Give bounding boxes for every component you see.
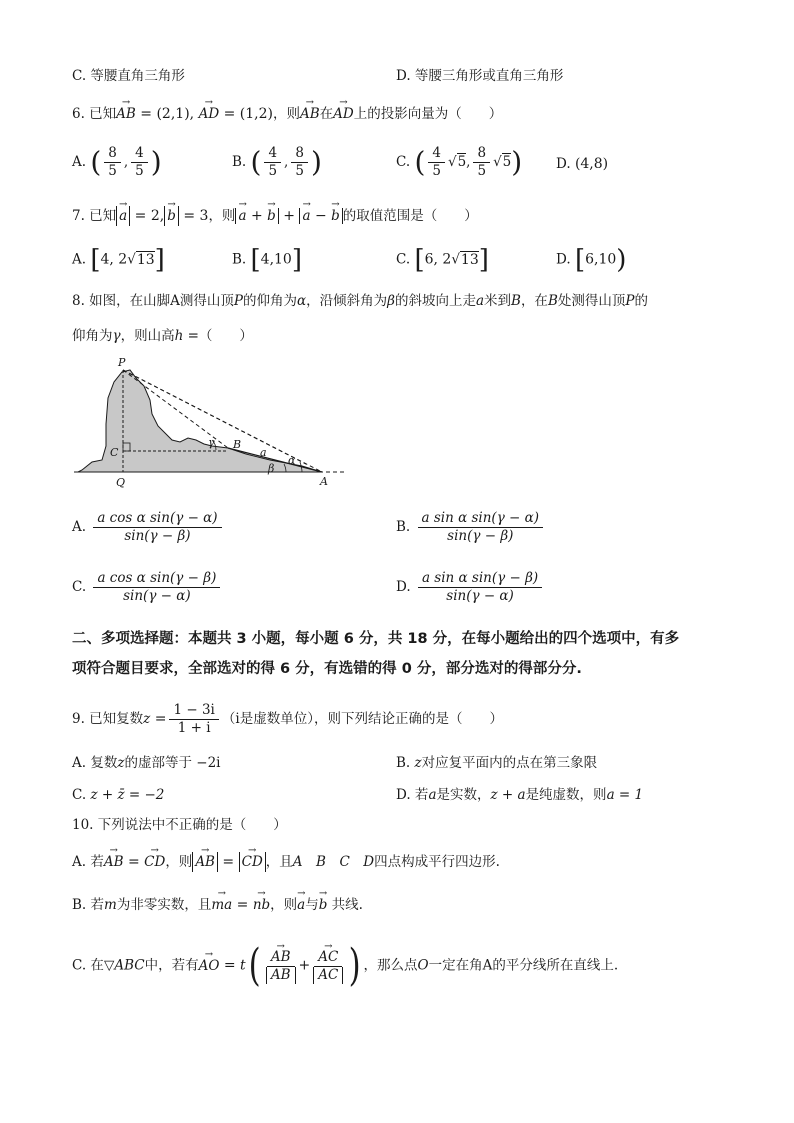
option-math: a = 1 bbox=[606, 787, 644, 803]
q9-lead: 9. 已知复数 bbox=[72, 711, 144, 727]
denominator: 1 + i bbox=[177, 720, 211, 736]
label-a: A bbox=[320, 475, 328, 488]
height-h: h bbox=[174, 328, 184, 344]
option-text: ，则 bbox=[270, 897, 298, 913]
option-value: 6,10 bbox=[585, 251, 617, 268]
option-label: C. bbox=[396, 154, 411, 170]
angle-beta: β bbox=[387, 293, 395, 309]
vector-ad: → AD bbox=[333, 104, 354, 124]
numerator: 8 bbox=[291, 145, 308, 163]
label-p: P bbox=[118, 356, 126, 369]
option-value: 4,10 bbox=[260, 251, 292, 268]
option-label: D. 若 bbox=[396, 787, 429, 803]
section-2-heading-line2: 项符合题目要求，全部选对的得 6 分，有选错的得 0 分，部分选对的得部分分. bbox=[72, 661, 582, 677]
q7-text: 的取值范围是（ ） bbox=[342, 208, 478, 224]
q8-text: 的 bbox=[634, 293, 648, 309]
vector-b: → b bbox=[331, 206, 340, 226]
q9-stem bbox=[72, 702, 503, 737]
q7-text: + bbox=[246, 208, 268, 224]
radicand: 5 bbox=[502, 154, 512, 170]
option-label: D. bbox=[556, 156, 571, 172]
option-label: D. bbox=[396, 579, 411, 595]
option-label: B. bbox=[396, 519, 411, 535]
label-beta: β bbox=[268, 462, 275, 475]
q6-text: 上的投影向量为（ ） bbox=[353, 106, 503, 122]
option-label: B. bbox=[232, 154, 247, 170]
vector-a: → a bbox=[297, 895, 305, 915]
radicand: 13 bbox=[136, 251, 155, 268]
option-label: A. bbox=[72, 519, 87, 535]
vector-ab-value: = (2,1), bbox=[135, 106, 199, 122]
var-z: z bbox=[117, 755, 125, 771]
numerator: 4 bbox=[428, 145, 445, 163]
option-value: 6, 2 bbox=[424, 251, 452, 268]
point-p: P bbox=[625, 293, 635, 309]
numerator: a cos α sin(γ − β) bbox=[93, 570, 220, 588]
denominator: sin(γ − α) bbox=[123, 588, 191, 604]
vector-ac: → AC bbox=[314, 949, 342, 967]
q6-stem bbox=[72, 104, 502, 124]
option-text: 一定在角A的平分线所在直线上. bbox=[428, 957, 619, 974]
denominator: 5 bbox=[268, 163, 278, 179]
label-a-length: a bbox=[260, 446, 267, 459]
q10-stem: 10. 下列说法中不正确的是（ ） bbox=[72, 817, 287, 833]
label-q: Q bbox=[116, 476, 126, 489]
q9-option-c bbox=[72, 785, 164, 805]
vector-cd-magnitude: → CD bbox=[239, 852, 266, 872]
vector-a: → a bbox=[302, 206, 310, 226]
vector-b-magnitude: → b bbox=[164, 206, 179, 226]
option-math: z + z̄ = −2 bbox=[90, 787, 165, 803]
option-text: 与 bbox=[305, 897, 319, 913]
vector-ac-magnitude: AC bbox=[313, 967, 343, 984]
q6-text: 在 bbox=[319, 106, 334, 122]
q6-option-c: C. ( $\frac{4}{5}$ √5, $\frac{8}{5}$ √5) bbox=[396, 145, 523, 179]
q5-option-c: C. 等腰直角三角形 bbox=[72, 68, 185, 84]
q8-option-b bbox=[396, 510, 546, 545]
q8-stem-line2 bbox=[72, 326, 253, 346]
option-math: z + a bbox=[490, 787, 526, 803]
vector-ab-magnitude: AB bbox=[266, 967, 296, 984]
option-text: 是纯虚数，则 bbox=[525, 787, 607, 803]
point-b: B bbox=[511, 293, 521, 309]
angle-gamma: γ bbox=[112, 328, 121, 344]
vector-ab: → AB bbox=[116, 104, 136, 124]
q8-text: 米到 bbox=[484, 293, 512, 309]
q8-text: =（ ） bbox=[183, 328, 253, 344]
numerator: a sin α sin(γ − α) bbox=[418, 510, 544, 528]
option-text: = bbox=[232, 897, 253, 913]
denominator: sin(γ − α) bbox=[446, 588, 514, 604]
q8-text: 仰角为 bbox=[72, 328, 113, 344]
numerator: a cos α sin(γ − α) bbox=[93, 510, 221, 528]
q7-text: = 3 bbox=[178, 208, 209, 224]
q7-text: = 2, bbox=[130, 208, 165, 224]
numerator: 8 bbox=[104, 145, 121, 163]
q8-text: 8. 如图，在山脚A测得山顶 bbox=[72, 293, 234, 309]
vector-ab-magnitude: → AB bbox=[192, 852, 218, 872]
points-abcd: A B C D bbox=[292, 854, 375, 870]
denominator: sin(γ − β) bbox=[447, 528, 514, 544]
q6-option-b: B. ( $\frac{4}{5}$ , $\frac{8}{5}$ ) bbox=[232, 145, 322, 179]
q8-stem-line1 bbox=[72, 291, 648, 311]
radicand: 13 bbox=[460, 251, 479, 268]
option-text: 四点构成平行四边形. bbox=[374, 854, 500, 870]
q8-option-d bbox=[396, 570, 545, 605]
numerator: 8 bbox=[473, 145, 490, 163]
q10-option-a bbox=[72, 852, 500, 872]
vector-a-magnitude: → a bbox=[116, 206, 130, 226]
mountain-figure bbox=[70, 354, 360, 494]
q9-option-d bbox=[396, 785, 643, 805]
vector-nb: → nb bbox=[253, 895, 270, 915]
option-label: B. bbox=[232, 251, 247, 268]
option-text: 为非零实数，且 bbox=[116, 897, 212, 913]
option-label: A. 若 bbox=[72, 854, 104, 870]
option-text: ，则 bbox=[165, 854, 193, 870]
option-label: B. bbox=[396, 755, 411, 771]
q6-text: ，则 bbox=[272, 106, 300, 122]
numerator: 4 bbox=[131, 145, 148, 163]
q7-option-d: D. [6,10) bbox=[556, 245, 627, 275]
denominator: 5 bbox=[108, 163, 117, 179]
q9-text: （i是虚数单位），则下列结论正确的是（ ） bbox=[221, 711, 503, 727]
q7-stem bbox=[72, 206, 478, 226]
option-label: A. bbox=[72, 154, 87, 170]
label-c: C bbox=[110, 446, 119, 459]
vector-ao: → AO bbox=[199, 956, 220, 976]
label-gamma: γ bbox=[208, 436, 215, 449]
numerator: 1 − 3i bbox=[169, 702, 218, 720]
section-2-heading-line1: 二、多项选择题：本题共 3 小题，每小题 6 分，共 18 分，在每小题给出的四个选项中，有多 bbox=[72, 631, 680, 647]
q10-option-b bbox=[72, 895, 363, 915]
vector-b: → b bbox=[267, 206, 276, 226]
q5-option-d: D. 等腰三角形或直角三角形 bbox=[396, 68, 564, 84]
q10-option-c: C. 在▽ABC中，若有→ AO = t( → $\frac{AB}{AB}$ + → $\frac{AC}{AC}$ ) ，那么点O一定在角A的平分线所在直线上. bbox=[72, 944, 618, 988]
q7-option-b: B. [4,10] bbox=[232, 245, 302, 275]
q8-text: 的斜坡向上走 bbox=[394, 293, 476, 309]
denominator: sin(γ − β) bbox=[124, 528, 191, 544]
denominator: 5 bbox=[477, 163, 487, 179]
vector-ab: → AB bbox=[104, 852, 124, 872]
option-text: ，且 bbox=[265, 854, 293, 870]
option-text: = bbox=[217, 854, 239, 870]
q8-text: ，沿倾斜角为 bbox=[306, 293, 388, 309]
q7-text: ，则 bbox=[208, 208, 236, 224]
vector-ma: → ma bbox=[211, 895, 232, 915]
option-text: 的虚部等于 −2i bbox=[124, 755, 221, 771]
q9-option-b bbox=[396, 753, 597, 773]
option-label: C. bbox=[396, 251, 411, 268]
numerator: a sin α sin(γ − β) bbox=[418, 570, 542, 588]
angle-alpha: α bbox=[297, 293, 307, 309]
q7-text: − bbox=[310, 208, 332, 224]
q7-option-a: A. [4, 2√13] bbox=[72, 245, 165, 275]
option-text: 是实数， bbox=[436, 787, 491, 803]
option-value: (4,8) bbox=[574, 156, 609, 172]
option-text: 对应复平面内的点在第三象限 bbox=[421, 755, 598, 771]
option-text: = bbox=[123, 854, 145, 870]
option-label: A. 复数 bbox=[72, 755, 118, 771]
option-text: = t bbox=[219, 957, 246, 974]
option-label: C. 在 bbox=[72, 957, 104, 974]
q6-lead: 6. 已知 bbox=[72, 106, 117, 122]
point-o: O bbox=[417, 957, 429, 974]
point-b: B bbox=[547, 293, 558, 309]
vector-a: → a bbox=[238, 206, 246, 226]
vector-ad: → AD bbox=[199, 104, 220, 124]
q6-option-d bbox=[556, 154, 608, 174]
q8-text: 处测得山顶 bbox=[557, 293, 626, 309]
length-a: a bbox=[475, 293, 485, 309]
denominator: 5 bbox=[432, 163, 441, 179]
q7-lead: 7. 已知 bbox=[72, 208, 117, 224]
point-p: P bbox=[233, 293, 244, 309]
q6-option-a: A. ( $\frac{8}{5}$ , $\frac{4}{5}$ ) bbox=[72, 145, 162, 179]
option-text: 共线. bbox=[327, 897, 363, 913]
label-b: B bbox=[233, 438, 242, 451]
var-z: z bbox=[414, 755, 422, 771]
q8-text: ，则山高 bbox=[120, 328, 175, 344]
option-label: A. bbox=[72, 251, 87, 268]
q7-text: + bbox=[278, 208, 300, 224]
vector-cd: → CD bbox=[144, 852, 165, 872]
option-label: B. 若 bbox=[72, 897, 105, 913]
vector-ab: → AB bbox=[300, 104, 320, 124]
q8-option-c bbox=[72, 570, 223, 605]
option-label: C. bbox=[72, 579, 87, 595]
option-text: + bbox=[298, 957, 311, 974]
q9-text: = bbox=[150, 711, 167, 727]
option-text: ，那么点 bbox=[363, 957, 418, 974]
q8-text: ，在 bbox=[520, 293, 548, 309]
q7-option-c: C. [6, 2√13] bbox=[396, 245, 489, 275]
var-a: a bbox=[428, 787, 437, 803]
vector-b: → b bbox=[319, 895, 328, 915]
option-value: 4, 2 bbox=[100, 251, 128, 268]
label-alpha: α bbox=[288, 454, 296, 467]
q8-option-a bbox=[72, 510, 225, 545]
option-label: C. bbox=[72, 787, 87, 803]
var-z: z bbox=[143, 711, 151, 727]
option-label: D. bbox=[556, 251, 571, 268]
numerator: 4 bbox=[264, 145, 281, 163]
q8-text: 的仰角为 bbox=[243, 293, 298, 309]
option-text: 中，若有 bbox=[144, 957, 199, 974]
denominator: 5 bbox=[135, 163, 144, 179]
var-m: m bbox=[104, 897, 117, 913]
radicand: 5 bbox=[457, 154, 467, 170]
q9-option-a bbox=[72, 753, 220, 773]
vector-ab: → AB bbox=[267, 949, 295, 967]
triangle-abc: ▽ABC bbox=[103, 957, 145, 974]
vector-ad-value: = (1,2) bbox=[219, 106, 273, 122]
denominator: 5 bbox=[295, 163, 304, 179]
